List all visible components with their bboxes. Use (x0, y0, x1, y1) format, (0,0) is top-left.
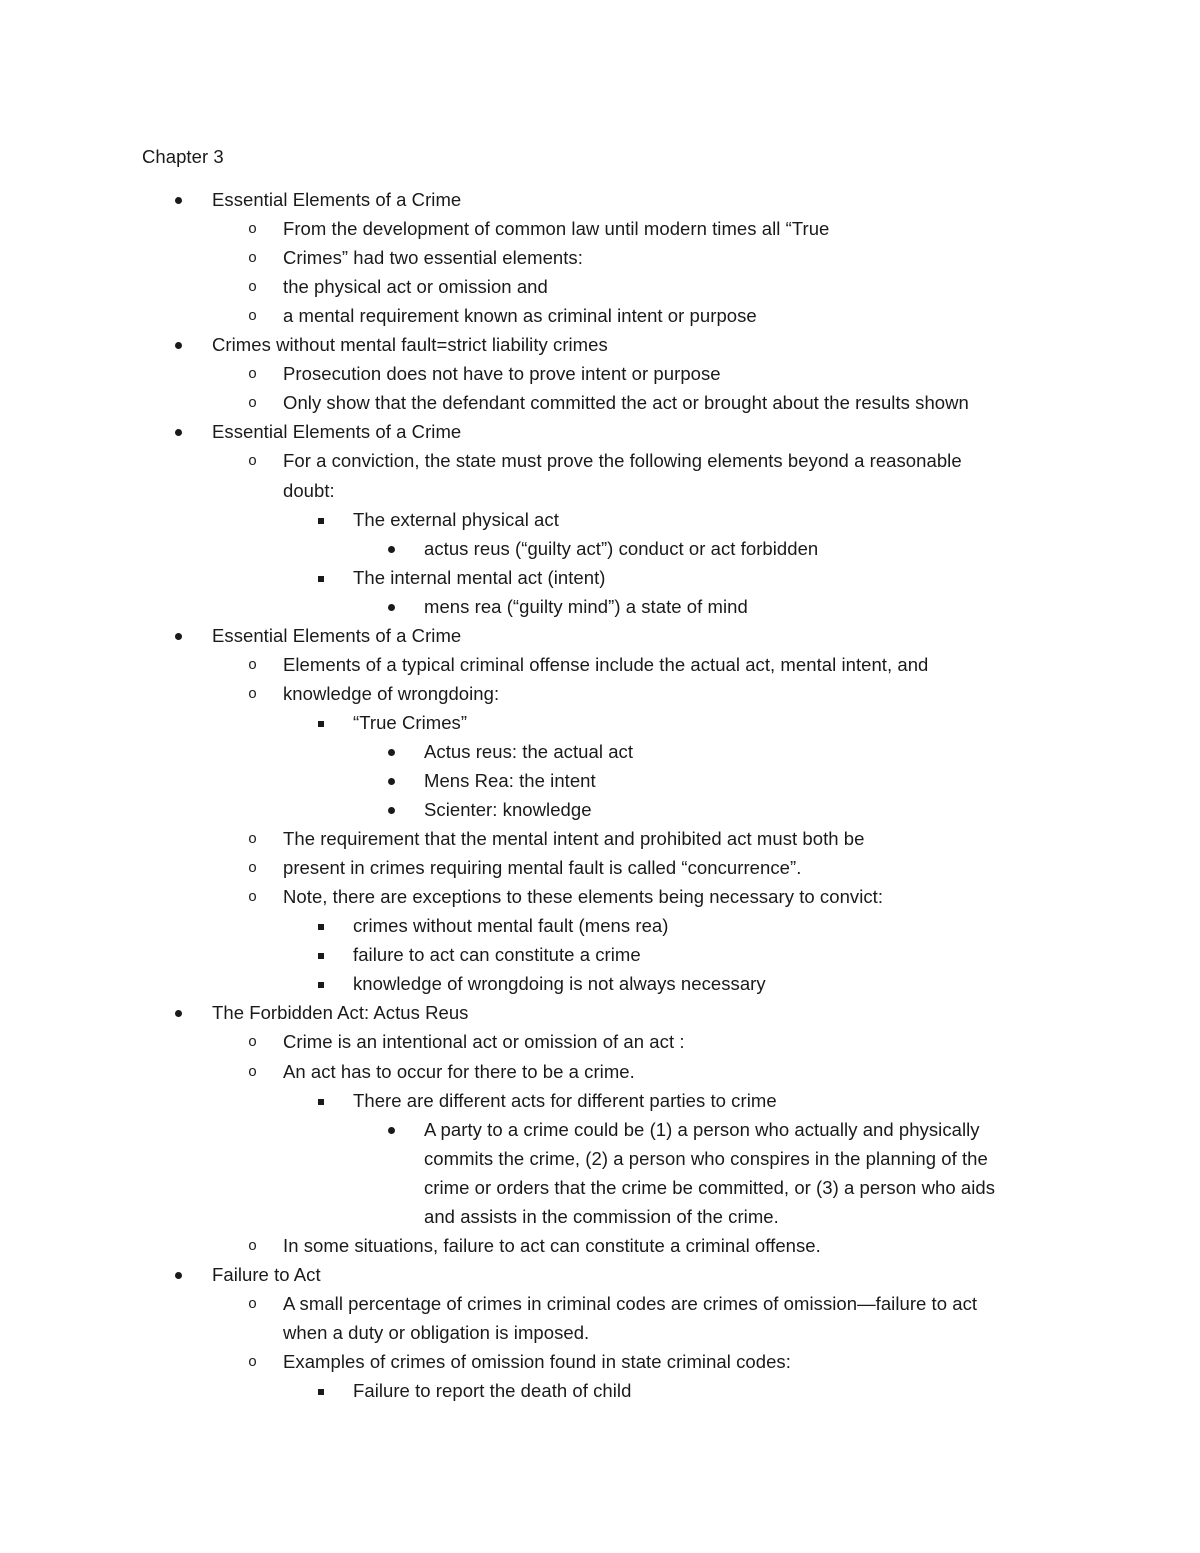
outline-item-text: commits the crime, (2) a person who conspires in the planning of the (424, 1147, 988, 1169)
outline-item-text: Essential Elements of a Crime (212, 624, 462, 646)
outline-item-text: Prosecution does not have to prove intent or purpose (283, 363, 721, 385)
outline-item-text: Essential Elements of a Crime (212, 421, 462, 443)
bullet-dot-icon (388, 807, 395, 814)
outline-item-text: The internal mental act (intent) (353, 566, 606, 588)
outline-item-text: A party to a crime could be (1) a person who actually and physically (424, 1118, 980, 1140)
bullet-circle-icon: o (248, 1295, 258, 1313)
outline-item-text: Examples of crimes of omission found in state criminal codes: (283, 1351, 791, 1372)
outline-item-text: actus reus (“guilty act”) conduct or act forbidden (424, 537, 819, 559)
bullet-square-icon (318, 982, 324, 988)
outline-item-text: The Forbidden Act: Actus Reus (212, 1002, 469, 1024)
bullet-circle-icon: o (248, 1063, 258, 1081)
bullet-circle-icon: o (248, 1354, 258, 1371)
outline-item-text: and assists in the commission of the crime. (424, 1205, 779, 1227)
outline-item-text: Elements of a typical criminal offense include the actual act, mental intent, and (283, 653, 929, 675)
bullet-circle-icon: o (248, 1237, 258, 1255)
bullet-square-icon (318, 1389, 324, 1395)
bullet-circle-icon: o (248, 860, 258, 878)
outline-item-text: present in crimes requiring mental fault is called “concurrence”. (283, 857, 802, 879)
outline-item-text: Failure to Act (212, 1263, 321, 1285)
outline-item-text: Crime is an intentional act or omission of an act : (283, 1031, 685, 1053)
bullet-dot-icon (175, 429, 182, 436)
chapter-heading: Chapter 3 (142, 146, 224, 167)
outline-item-text: knowledge of wrongdoing is not always necessary (353, 973, 766, 995)
bullet-circle-icon: o (248, 831, 258, 849)
bullet-circle-icon: o (248, 656, 258, 674)
bullet-square-icon (318, 721, 324, 727)
bullet-dot-icon (388, 749, 395, 756)
bullet-circle-icon: o (248, 308, 258, 326)
bullet-circle-icon: o (248, 685, 258, 703)
bullet-square-icon (318, 576, 324, 582)
bullet-dot-icon (175, 1010, 182, 1017)
bullet-circle-icon: o (248, 279, 258, 297)
outline-item-text: In some situations, failure to act can constitute a criminal offense. (283, 1234, 821, 1256)
outline-item-text: the physical act or omission and (283, 276, 548, 298)
bullet-circle-icon: o (248, 250, 258, 268)
outline-item-text: knowledge of wrongdoing: (283, 682, 500, 704)
outline-item-text: Crimes” had two essential elements: (283, 247, 583, 269)
bullet-square-icon (318, 924, 324, 930)
bullet-dot-icon (388, 778, 395, 785)
bullet-circle-icon: o (248, 366, 258, 384)
outline-item-text: There are different acts for different parties to crime (353, 1089, 777, 1111)
outline-item-text: From the development of common law until modern times all “True (283, 218, 830, 240)
bullet-dot-icon (175, 633, 182, 640)
outline-item-text: when a duty or obligation is imposed. (283, 1321, 590, 1343)
outline-item-text: Essential Elements of a Crime (212, 189, 462, 210)
bullet-dot-icon (388, 604, 395, 611)
outline-item-text: mens rea (“guilty mind”) a state of mind (424, 595, 748, 617)
outline-item-text: Note, there are exceptions to these elements being necessary to convict: (283, 886, 884, 908)
bullet-circle-icon: o (248, 889, 258, 907)
outline-item-text: doubt: (283, 479, 335, 501)
outline-item-text: An act has to occur for there to be a crime. (283, 1060, 635, 1082)
bullet-dot-icon (388, 546, 395, 553)
outline-item-text: crimes without mental fault (mens rea) (353, 915, 669, 937)
outline-item-text: Crimes without mental fault=strict liability crimes (212, 334, 608, 356)
bullet-dot-icon (175, 1272, 182, 1279)
outline-item-text: The requirement that the mental intent and prohibited act must both be (283, 828, 865, 850)
bullet-dot-icon (175, 342, 182, 349)
bullet-dot-icon (388, 1127, 395, 1134)
outline-item-text: a mental requirement known as criminal intent or purpose (283, 305, 757, 327)
outline-item-text: A small percentage of crimes in criminal codes are crimes of omission—failure to act (283, 1292, 978, 1314)
outline-item-text: Failure to report the death of child (353, 1380, 632, 1402)
outline-item-text: Only show that the defendant committed the act or brought about the results shown (283, 392, 969, 414)
bullet-square-icon (318, 518, 324, 524)
outline-item-text: Mens Rea: the intent (424, 770, 596, 791)
bullet-square-icon (318, 953, 324, 959)
outline-item-text: The external physical act (353, 508, 559, 530)
bullet-dot-icon (175, 197, 182, 204)
bullet-circle-icon: o (248, 395, 258, 413)
bullet-circle-icon: o (248, 453, 258, 471)
outline-item-text: Scienter: knowledge (424, 799, 592, 821)
bullet-square-icon (318, 1099, 324, 1105)
outline-item-text: Actus reus: the actual act (424, 740, 634, 762)
bullet-circle-icon: o (248, 221, 258, 239)
outline-item-text: “True Crimes” (353, 711, 468, 733)
bullet-circle-icon: o (248, 1034, 258, 1052)
outline-item-text: failure to act can constitute a crime (353, 944, 641, 966)
outline-item-text: For a conviction, the state must prove the following elements beyond a reasonable (283, 450, 962, 472)
outline-item-text: crime or orders that the crime be committed, or (3) a person who aids (424, 1176, 996, 1198)
